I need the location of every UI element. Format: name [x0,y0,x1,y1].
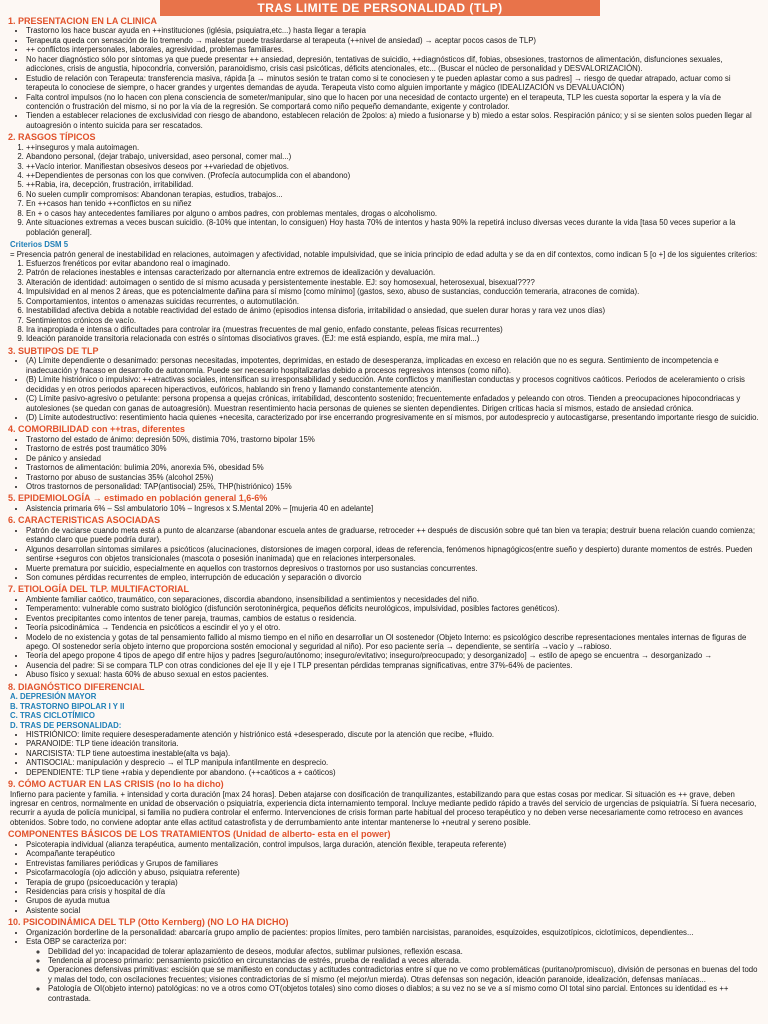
diagnosis-option: D. TRAS DE PERSONALIDAD: [10,720,122,730]
document-title: TRAS LIMITE DE PERSONALIDAD (TLP) [160,0,600,16]
list-item: • Abuso físico y sexual: hasta 60% de abuso sexual en estos pacientes. [26,670,760,679]
section-1 [8,133,760,237]
section-heading: 7. ETIOLOGÍA DEL TLP. MULTIFACTORIAL [8,584,190,595]
section-list [8,143,760,237]
section-list [8,595,760,680]
list-item: • ++ conflictos interpersonales, laborales, agresividad, problemas familiares. [26,45,760,54]
list-item: 2. Patrón de relaciones inestables e intensas caracterizado por alternancia entre extremos de idealización y devaluación. [26,268,760,277]
list-item: • Patrón de vaciarse cuando meta está a punto de alcanzarse (abandonar escuela antes de graduarse, retroceder ++ después de discusión sobre qué tan bien va terapia; destruir buena relación cuando comienza; estando claro que puede podría durar). [26,526,760,545]
list-item: • (C) Límite pasivo-agresivo o petulante: persona propensa a quejas crónicas, irritabilidad, descontento sostenido; frecuentemente enfadados y peleando con otros. Tienden a preocupaciones hipocondriacas y autolesiones (se quedan con ganas de autoagresión). Muestran resentimiento hacia personas de quienes se sienten dependientes. Dirigen críticas hacia sí mismos, estado de ansiedad crónica. [26,394,760,413]
section-list [8,26,760,130]
sub-list [26,947,760,1004]
document-body [8,17,760,1006]
section-intro: = Presencia patrón general de inestabilidad en relaciones, autoimagen y afectividad, notable impulsividad, que se inicia principio de edad adulta y se da en dif contextos, como indican 5 [o +] de los siguientes criterios: [10,249,758,259]
list-item: • Psicoterapia individual (alianza terapéutica, aumento mentalización, control impulsos, larga duración, atención flexible, terapeuta referente) [26,840,760,849]
list-item: 2. Abandono personal, (dejar trabajo, universidad, aseo personal, comer mal...) [26,152,760,161]
sub-list-item: ◦ Tendencia al proceso primario: pensamiento psicótico en circunstancias de estrés, prueba de realidad a veces alterada. [48,956,760,965]
section-2 [8,240,760,344]
list-item: 1. Esfuerzos frenéticos por evitar abandono real o imaginado. [26,259,760,268]
list-item: 8. En + o casos hay antecedentes familiares por alguno o ambos padres, con problemas mentales, drogas o alcoholismo. [26,209,760,218]
section-heading: 9. CÓMO ACTUAR EN LAS CRISIS (no lo ha dicho) [8,779,224,790]
section-heading: 8. DIAGNÓSTICO DIFERENCIAL [8,681,145,692]
list-item: • (B) Límite histriónico o impulsivo: ++atractivas sociales, intensifican su irresponsabilidad y seducción. Ante conflictos y manifiestan conductas y procesos cognitivos caóticos. Periodos de aceleramiento o crisis decididas y en otros periodos aparecen hiperactivos, eufóricos, hablando sin freno y llamando constantemente atención. [26,375,760,394]
section-paragraph: Infierno para paciente y familia. + intensidad y corta duración [max 24 horas]. Deben atajarse con dosificación de tranquilizantes, estabilizando para que estas cosas por medicar. Si situación es ++ grave, deben ingresar en centros, normalmente en unidad de observación o psiquiatría, experiencia dicta internamiento temporal. Incluye mediante pedido rápido a través del servicio de urgencias de psiquiatría. Si fuera necesario, recurrir a ayuda de policía municipal, si familia no pudiera controlar el enfermo. Intervenciones de crisis forman parte habitual del proceso terapéutico y no deben verse necesariamente como retroceso en avances obtenidos. Sobre todo, no conviene adoptar ante ellas actitud catastrofista y de derrumbamiento ante intentar mantenerse lo +neutral y sereno posible. [10,789,757,827]
section-heading: 5. EPIDEMIOLOGÍA → estimado en población general 1,6-6% [8,493,268,504]
list-item: • Residencias para crisis y hospital de día [26,887,760,896]
section-heading: Criterios DSM 5 [10,240,69,250]
list-item: 3. Alteración de identidad: autoimagen o sentido de sí mismo acusada y persistentemente inestable. EJ: soy homosexual, heterosexual, bisexual???? [26,278,760,287]
list-item: • Trastorno por abuso de sustancias 35% (alcohol 25%) [26,473,760,482]
list-item: • Teoría psicodinámica → Tendencia en psicóticos a escindir el yo y el otro. [26,623,760,632]
list-item: • (D) Límite autodestructivo: resentimiento hacia quienes +necesita, caracterizado por irse encerrando progresivamente en sí mismos, por autodesprecio y autocastigarse, presentando importante riesgo de suicidio. [26,413,760,422]
list-item: • Acompañante terapéutico [26,849,760,858]
section-heading: 1. PRESENTACION EN LA CLINICA [8,16,158,26]
section-heading: 6. CARACTERISTICAS ASOCIADAS [8,515,161,526]
list-item: 5. ++Rabia, ira, decepción, frustración, irritabilidad. [26,180,760,189]
list-item: • Teoría del apego propone 4 tipos de apego dif entre hijos y padres [seguro/autónomo; inseguro/evitativo; inseguro/preocupado; y desorganizado] → estilo de apego se encuentra → desorganizado → [26,651,760,660]
diagnosis-option: A. DEPRESIÓN MAYOR [10,692,97,702]
section-10 [8,830,760,915]
list-item: • Son comunes pérdidas recurrentes de empleo, interrupción de educación y separación o divorcio [26,573,760,582]
list-item: • Estudio de relación con Terapeuta: transferencia masiva, rápida [a → minutos sesión te tratan como si te conociesen y te pueden aplastar como a sus padres] → riesgo de quedar atrapado, actuar como si terapeuta lo conociese de siempre, o hacer grandes y urgentes demandas de ayuda. Terapeuta visto como alguien importante y mágico (IDEALIZACIÓN vs DEVALUACIÓN) [26,74,760,93]
list-item: • Esta OBP se caracteriza por: [26,937,760,946]
list-item: 9. Ideación paranoide transitoria relacionada con estrés o síntomas disociativos graves. (EJ: me está espiando, espía, me mira mal...) [26,334,760,343]
list-item: • Modelo de no existencia y gotas de tal pensamiento fallido al mismo tiempo en el niño en desarrollar un Ol sostenedor (Objeto Interno: es psicológico describe representaciones mentales internas de figuras de apego. OI sostenedor sería objeto interno que proporciona sostén emocional y seguridad al niño). Por eso paciente sería → dependiente, se sentiría →vacío y →rabioso. [26,633,760,652]
list-item: • Falta control impulsos (no lo hacen con plena consciencia de someter/manipular, sino que lo hacen por una necesidad de contacto urgente) en el terapeuta, TLP les cuesta soportar la espera y la vía de contención o frustración del mismo, si no por la vía de la regresión. Se comportará como niño pequeño demandante, exigente y controlador. [26,93,760,112]
list-item: 3. ++Vacío interior. Manifiestan obsesivos deseos por ++variedad de objetivos. [26,162,760,171]
section-9 [8,780,760,827]
section-heading: 10. PSICODINÁMICA DEL TLP (Otto Kernberg) (NO LO HA DICHO) [8,917,289,928]
list-item: • Asistencia primaria 6% – Ssl ambulatorio 10% – Ingresos x S.Mental 20% – [mujeria 40 en adelante] [26,504,760,513]
section-list [8,730,760,777]
list-item: • Ausencia del padre: Si se compara TLP con otras condiciones del eje II y eje I TLP presentan pérdidas tempranas significativas, entre 37%-64% de pacientes. [26,661,760,670]
list-item: • Psicofarmacología (ojo adicción y abuso, psiquiatra referente) [26,868,760,877]
section-heading: 2. RASGOS TÍPICOS [8,132,96,143]
section-5 [8,494,760,513]
list-item: • Grupos de ayuda mutua [26,896,760,905]
list-item: 7. En ++casos han tenido ++conflictos en su niñez [26,199,760,208]
list-item: • Organización borderline de la personalidad: abarcaría grupo amplio de pacientes: propios límites, pero también narcisistas, paranoides, esquizoides, esquizotípicos, ciclotímicos, dependientes... [26,928,760,937]
section-list [8,504,760,513]
section-8 [8,683,760,777]
list-item: • Ambiente familiar caótico, traumático, con separaciones, discordia abandono, insensibilidad a sentimientos y necesidades del niño. [26,595,760,604]
list-item: • PARANOIDE: TLP tiene ideación transitoria. [26,739,760,748]
list-item: 8. Ira inapropiada e intensa o dificultades para controlar ira (muestras frecuentes de mal genio, enfado constante, peleas físicas recurrentes) [26,325,760,334]
section-list [8,928,760,1004]
section-4 [8,425,760,491]
list-item: • Trastorno los hace buscar ayuda en ++instituciones (iglésia, psiquiatra,etc...) hasta llegar a terapia [26,26,760,35]
list-item: • De pánico y ansiedad [26,454,760,463]
list-item: 4. Impulsividad en al menos 2 áreas, que es potencialmente dañina para sí mismo [como mínimo] (gastos, sexo, abuso de sustancias, conducción temeraria, atracones de comida). [26,287,760,296]
section-3 [8,347,760,423]
list-item: • Tienden a establecer relaciones de exclusividad con riesgo de abandono, establecen relación de 2polos: a) miedo a fusionarse y b) miedo a estar solos. Respiración pánico; y si se sienten solos pueden llegar al autoagresión o intento suicida para ser rescatados. [26,111,760,130]
section-list [8,526,760,583]
sub-list-item: ◦ Debilidad del yo: incapacidad de tolerar aplazamiento de deseos, modular afectos, sublimar pulsiones, reflexión escasa. [48,947,760,956]
list-item: • Asistente social [26,906,760,915]
list-item: 6. No suelen cumplir compromisos: Abandonan terapias, estudios, trabajos... [26,190,760,199]
diagnosis-option: C. TRAS CICLOTÍMICO [10,711,95,721]
list-item: 7. Sentimientos crónicos de vacío. [26,316,760,325]
diagnosis-option: B. TRASTORNO BIPOLAR I Y II [10,701,125,711]
section-6 [8,516,760,582]
list-item: • Algunos desarrollan síntomas similares a psicóticos (alucinaciones, distorsiones de imagen corporal, ideas de referencia, fenómenos hipnagógicos(entre sueño y despierto) durante momentos de estrés. Pueden sentirse +seguros con objetos transicionales (mascota o posesión inanimada) que en relaciones interpersonales. [26,545,760,564]
list-item: • Entrevistas familiares periódicas y Grupos de familiares [26,859,760,868]
list-item: • NARCISISTA: TLP tiene autoestima inestable(alta vs baja). [26,749,760,758]
section-list [8,840,760,916]
section-0 [8,17,760,130]
list-item: 9. Ante situaciones extremas a veces buscan suicidio. (8-10% que intentan, lo consiguen) Hoy hasta 70% de intentos y hasta 90% la repetirá incluso diversas veces durante la vida [tasa 50 veces superior a la población general]. [26,218,760,237]
sub-list-item: ◦ Operaciones defensivas primitivas: escisión que se manifiesto en conductas y actitudes contradictorias entre sí que no ve como problemáticas (puritano/promiscuo), división de personas en buenas del todo y malas del todo, con oscilaciones frecuentes; visiones contradictorias de sí mismo (el mejor/un mierda). Otras defensas son negación, ideación paranoide, idealización, defensas maníacas... [48,965,760,984]
section-list [8,435,760,492]
list-item: • (A) Límite dependiente o desanimado: personas necesitadas, impotentes, deprimidas, en estado de desesperanza, implicadas en exceso en relación que no es segura. Sentimiento de incompetencia e inadecuación y fracaso en desarrollo de autonomía. Puede ser necesario hospitalizarlas debido a procesos regresivos intensos (como niño). [26,356,760,375]
section-list [8,259,760,344]
list-item: 4. ++Dependientes de personas con los que conviven. (Profecía autocumplida con el abandono) [26,171,760,180]
list-item: • Temperamento: vulnerable como sustrato biológico (disfunción serotoninérgica, pequeños déficits neurológicos, impulsividad, posibles factores genéticos). [26,604,760,613]
section-list [8,356,760,422]
list-item: • HISTRIÓNICO: límite requiere desesperadamente atención y histriónico está +desesperado, discute por la atención que recibe, +fluido. [26,730,760,739]
list-item: • Terapia de grupo (psicoeducación y terapia) [26,878,760,887]
section-heading: 4. COMORBILIDAD con ++tras, diferentes [8,424,186,435]
list-item: • No hacer diagnóstico sólo por síntomas ya que puede presentar ++ ansiedad, depresión, tentativas de suicidio, ++diagnósticos dif, fobias, obsesiones, trastornos de alimentación, disfunciones sexuales, adicciones, crisis de angustia, hipocondría, conversión, paranoidismo, crisis casi psicóticas, déficits atencionales, etc... (Buscar el núcleo de personalidad y DESVALORIZACIÓN). [26,55,760,74]
list-item: 6. Inestabilidad afectiva debida a notable reactividad del estado de ánimo (episodios intensa disforia, irritabilidad o ansiedad, que suelen durar horas y rara vez unos días) [26,306,760,315]
list-item: 5. Comportamientos, intentos o amenazas suicidas recurrentes, o automutilación. [26,297,760,306]
list-item: • Muerte prematura por suicidio, especialmente en aquellos con trastornos depresivos o trastornos por uso sustancias concurrentes. [26,564,760,573]
section-heading: 3. SUBTIPOS DE TLP [8,345,99,356]
list-item: 1. ++inseguros y mala autoimagen. [26,143,760,152]
list-item: • Otros trastornos de personalidad: TAP(antisocial) 25%, THP(histriónico) 15% [26,482,760,491]
list-item: • Eventos precipitantes como intentos de tener pareja, traumas, cambios de estatus o residencia. [26,614,760,623]
list-item: • Terapeuta queda con sensación de lío tremendo → malestar puede traslardarse al terapeuta (++nivel de ansiedad) → aceptar pocos casos de TLP) [26,36,760,45]
list-item: • Trastorno del estado de ánimo: depresión 50%, distimia 70%, trastorno bipolar 15% [26,435,760,444]
section-11 [8,918,760,1003]
sub-list-item: ◦ Patología de OI(objeto interno) patológicas: no ve a otros como OT(objetos totales) sino como dioses o diablos; a su vez no se ve a sí mismo como Ol total sino parcial. Entonces su identidad es ++ contrastada. [48,984,760,1003]
list-item: • DEPENDIENTE: TLP tiene +rabia y dependiente por abandono. (++caóticos a + caóticos) [26,768,760,777]
list-item: • Trastornos de alimentación: bulimia 20%, anorexia 5%, obesidad 5% [26,463,760,472]
list-item: • Trastorno de estrés post traumático 30% [26,444,760,453]
section-heading: COMPONENTES BÁSICOS DE LOS TRATAMIENTOS (Unidad de alberto- esta en el power) [8,829,391,840]
list-item: • ANTISOCIAL: manipulación y desprecio → el TLP manipula infantilmente en desprecio. [26,758,760,767]
section-7 [8,585,760,679]
